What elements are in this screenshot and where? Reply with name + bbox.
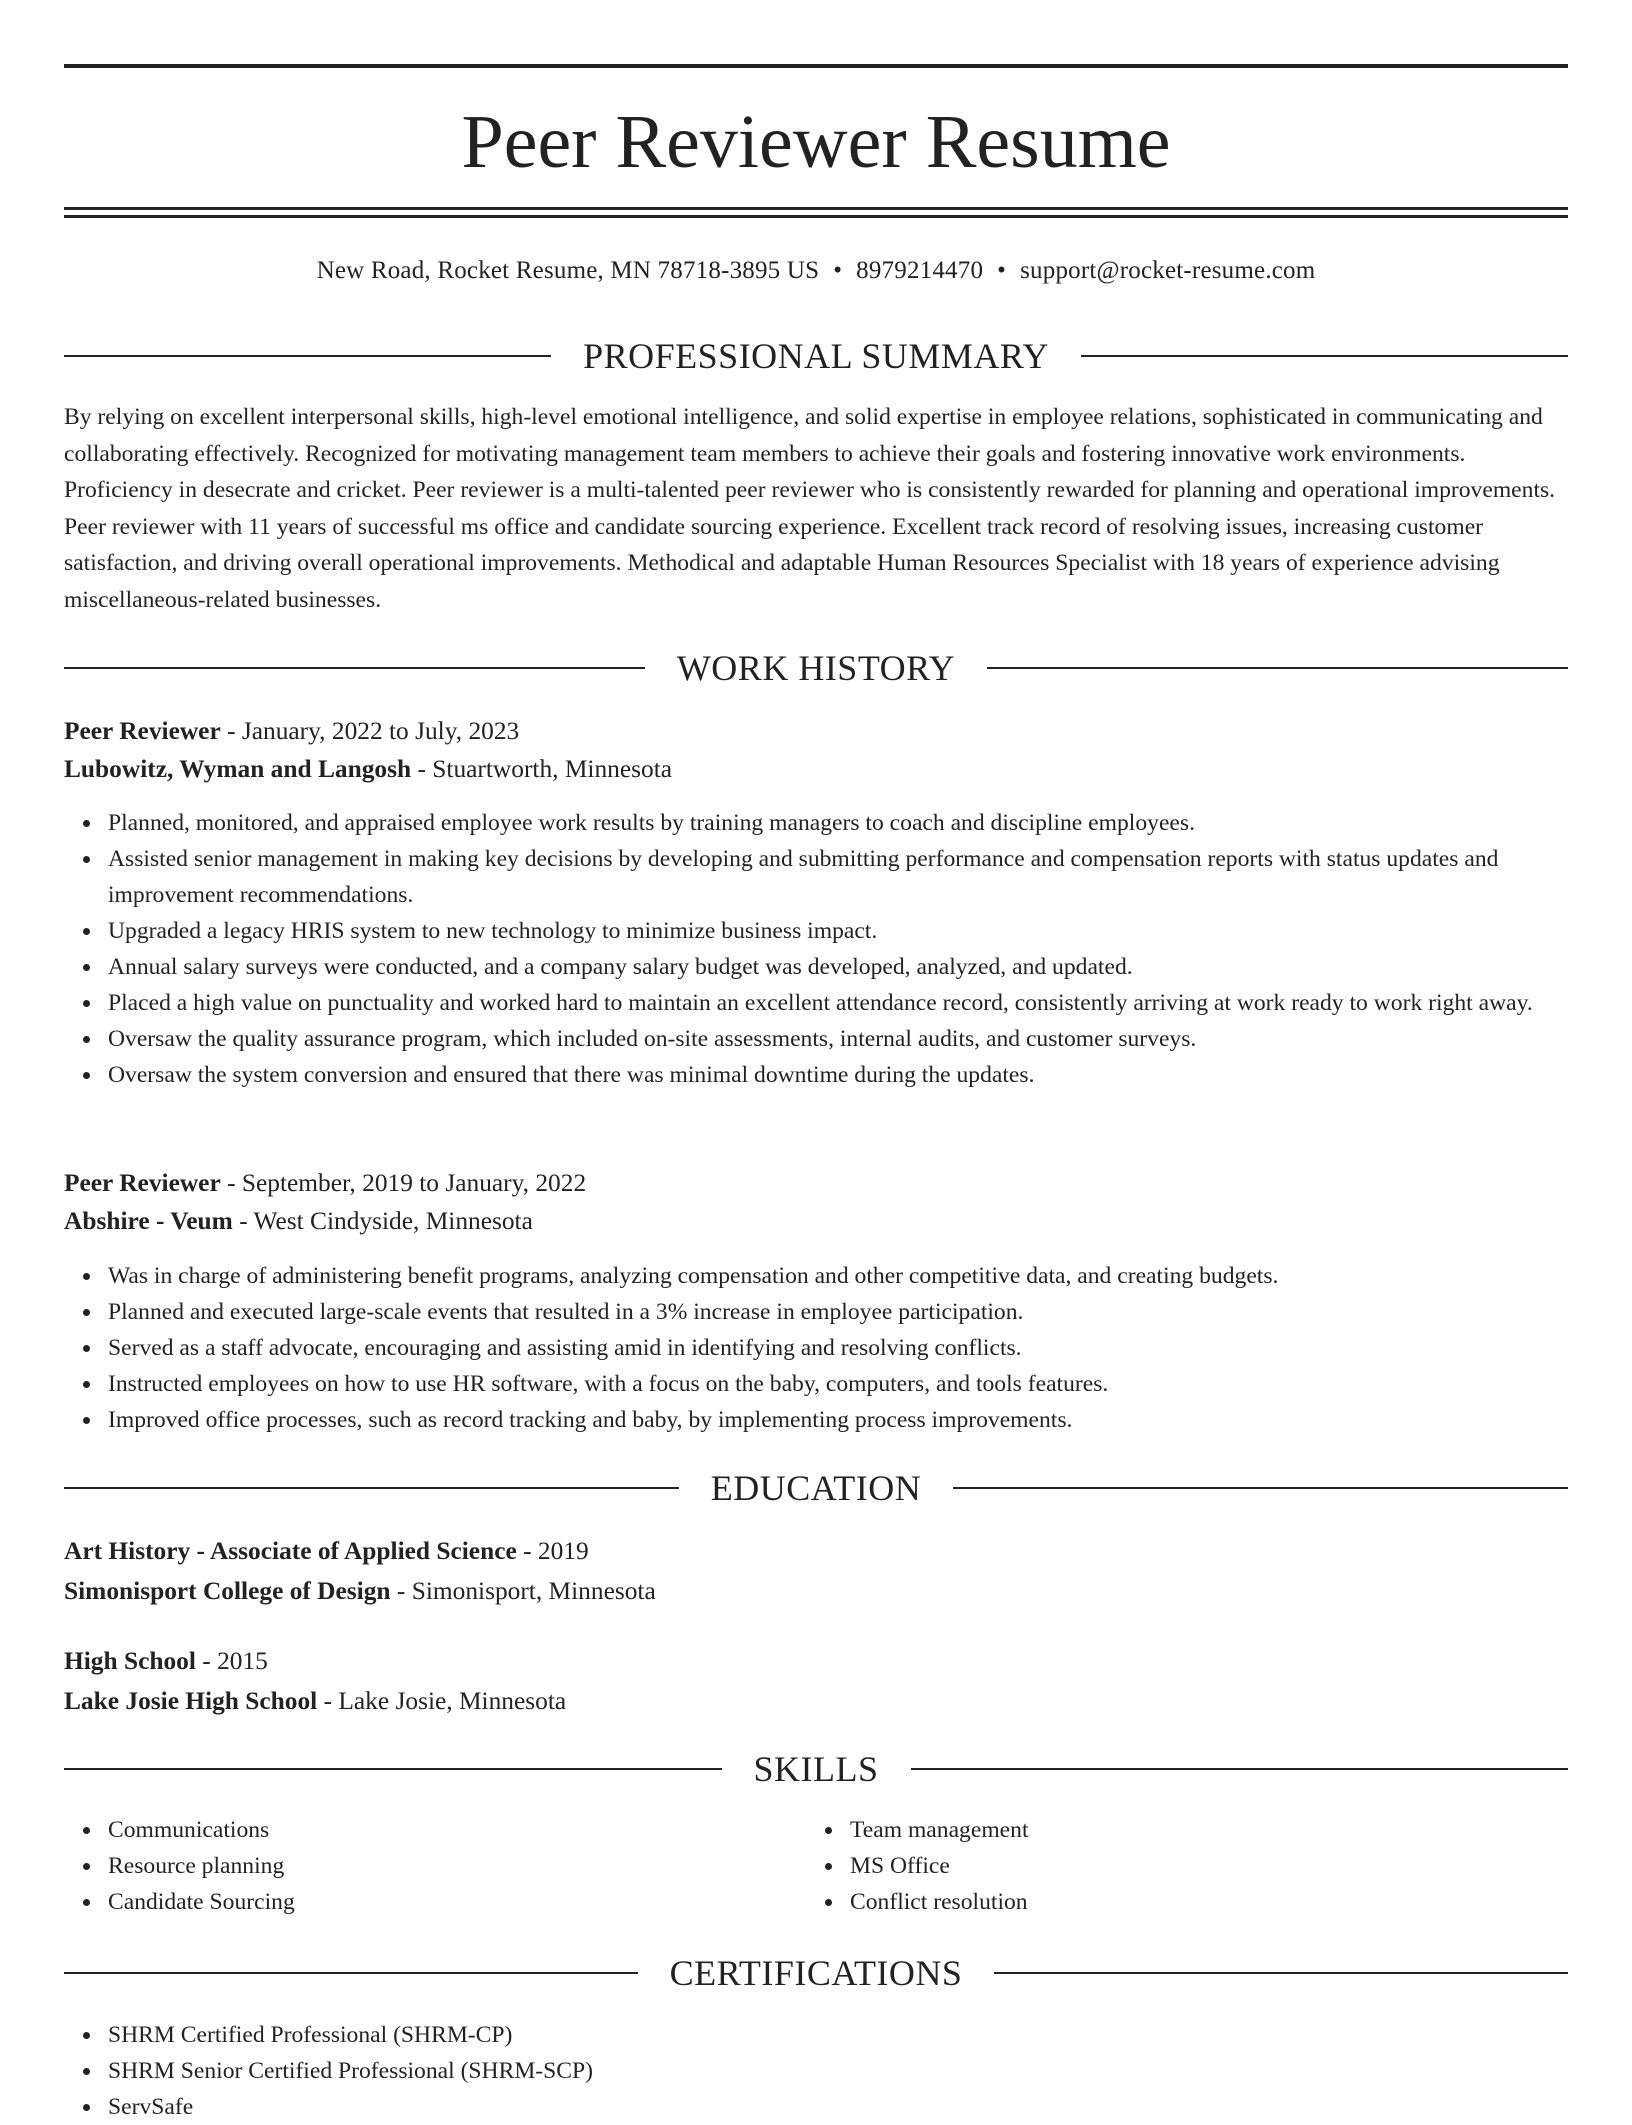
- list-item: Placed a high value on punctuality and worked hard to maintain an excellent attendance record, consistently arriving at work ready to work right away.: [108, 985, 1612, 1021]
- heading-rule-left: [64, 1487, 679, 1489]
- education-location: - Lake Josie, Minnesota: [317, 1687, 567, 1715]
- certifications-list: [64, 2017, 1612, 2125]
- section-title: CERTIFICATIONS: [669, 1953, 963, 1993]
- education-degree-line: [64, 1532, 1568, 1570]
- heading-rule-left: [64, 355, 551, 357]
- title-rule-lower: [64, 215, 1568, 218]
- heading-rule-left: [64, 1972, 638, 1974]
- job-title-line: [64, 1164, 1568, 1202]
- heading-rule-right: [911, 1768, 1569, 1770]
- heading-rule-left: [64, 667, 645, 669]
- section-heading-summary: [64, 334, 1568, 378]
- top-rule: [64, 64, 1568, 68]
- contact-phone: 8979214470: [856, 257, 984, 284]
- education-degree: Art History - Associate of Applied Science: [64, 1537, 517, 1565]
- list-item: Upgraded a legacy HRIS system to new technology to minimize business impact.: [108, 913, 1612, 949]
- job-title: Peer Reviewer: [64, 1169, 221, 1197]
- heading-rule-right: [987, 667, 1568, 669]
- section-title: PROFESSIONAL SUMMARY: [583, 336, 1049, 376]
- section-heading-certifications: [64, 1951, 1568, 1995]
- job-title-line: [64, 712, 1568, 750]
- title-rule-upper: [64, 207, 1568, 210]
- list-item: ServSafe: [108, 2089, 1612, 2125]
- list-item: SHRM Senior Certified Professional (SHRM-SCP): [108, 2053, 1612, 2089]
- contact-separator: •: [833, 257, 843, 284]
- list-item: MS Office: [850, 1848, 1550, 1884]
- list-item: Oversaw the system conversion and ensured that there was minimal downtime during the updates.: [108, 1057, 1612, 1093]
- contact-separator: •: [997, 257, 1007, 284]
- list-item: Instructed employees on how to use HR software, with a focus on the baby, computers, and tools features.: [108, 1366, 1612, 1402]
- list-item: Planned and executed large-scale events that resulted in a 3% increase in employee participation.: [108, 1294, 1612, 1330]
- list-item: Annual salary surveys were conducted, and a company salary budget was developed, analyzed, and updated.: [108, 949, 1612, 985]
- education-school-line: [64, 1682, 1568, 1720]
- section-heading-education: [64, 1466, 1568, 1510]
- list-item: Was in charge of administering benefit programs, analyzing compensation and other competitive data, and creating budgets.: [108, 1258, 1612, 1294]
- list-item: Resource planning: [108, 1848, 808, 1884]
- job-location: - West Cindyside, Minnesota: [232, 1207, 533, 1235]
- section-title: WORK HISTORY: [676, 648, 956, 688]
- list-item: Planned, monitored, and appraised employee work results by training managers to coach and discipline employees.: [108, 805, 1612, 841]
- list-item: SHRM Certified Professional (SHRM-CP): [108, 2017, 1612, 2053]
- heading-rule-right: [1081, 355, 1568, 357]
- skills-list: [806, 1812, 1550, 1920]
- job-company-line: [64, 1202, 1568, 1240]
- list-item: Candidate Sourcing: [108, 1884, 808, 1920]
- education-degree-line: [64, 1642, 1568, 1680]
- list-item: Oversaw the quality assurance program, which included on-site assessments, internal audits, and customer surveys.: [108, 1021, 1612, 1057]
- heading-rule-right: [953, 1487, 1568, 1489]
- list-item: Team management: [850, 1812, 1550, 1848]
- education-year: - 2015: [195, 1647, 268, 1675]
- education-degree: High School: [64, 1647, 196, 1675]
- education-school: Lake Josie High School: [64, 1687, 318, 1715]
- section-title: SKILLS: [753, 1749, 879, 1789]
- job-dates: - September, 2019 to January, 2022: [220, 1169, 587, 1197]
- section-heading-work-history: [64, 646, 1568, 690]
- job-company: Abshire - Veum: [64, 1207, 233, 1235]
- list-item: Served as a staff advocate, encouraging and assisting amid in identifying and resolving conflicts.: [108, 1330, 1612, 1366]
- list-item: Improved office processes, such as record tracking and baby, by implementing process improvements.: [108, 1402, 1612, 1438]
- job-dates: - January, 2022 to July, 2023: [220, 717, 520, 745]
- list-item: Conflict resolution: [850, 1884, 1550, 1920]
- contact-email: support@rocket-resume.com: [1020, 257, 1316, 284]
- list-item: Communications: [108, 1812, 808, 1848]
- job-bullets: [64, 1258, 1612, 1438]
- section-title: EDUCATION: [710, 1468, 922, 1508]
- education-school-line: [64, 1572, 1568, 1610]
- job-location: - Stuartworth, Minnesota: [411, 755, 673, 783]
- heading-rule-left: [64, 1768, 722, 1770]
- education-location: - Simonisport, Minnesota: [390, 1577, 656, 1605]
- contact-line: [64, 252, 1568, 290]
- job-bullets: [64, 805, 1612, 1093]
- job-title: Peer Reviewer: [64, 717, 221, 745]
- heading-rule-right: [994, 1972, 1568, 1974]
- job-company-line: [64, 750, 1568, 788]
- summary-text: By relying on excellent interpersonal skills, high-level emotional intelligence, and solid expertise in employee relations, sophisticated in communicating and collaborating effectively. Recognized for motivating management team members to achieve their goals and fostering innovative work environments. Proficiency in desecrate and cricket. Peer reviewer is a multi-talented peer reviewer who is consistently rewarded for planning and operational improvements. Peer reviewer with 11 years of successful ms office and candidate sourcing experience. Excellent track record of resolving issues, increasing customer satisfaction, and driving overall operational improvements. Methodical and adaptable Human Resources Specialist with 18 years of experience advising miscellaneous-related businesses.: [64, 404, 1556, 613]
- job-company: Lubowitz, Wyman and Langosh: [64, 755, 412, 783]
- resume-title: Peer Reviewer Resume: [461, 100, 1171, 184]
- education-school: Simonisport College of Design: [64, 1577, 391, 1605]
- section-heading-skills: [64, 1747, 1568, 1791]
- skills-list: [64, 1812, 808, 1920]
- list-item: Assisted senior management in making key decisions by developing and submitting performance and compensation reports with status updates and improvement recommendations.: [108, 841, 1612, 913]
- contact-address: New Road, Rocket Resume, MN 78718-3895 US: [316, 257, 820, 284]
- education-year: - 2019: [516, 1537, 589, 1565]
